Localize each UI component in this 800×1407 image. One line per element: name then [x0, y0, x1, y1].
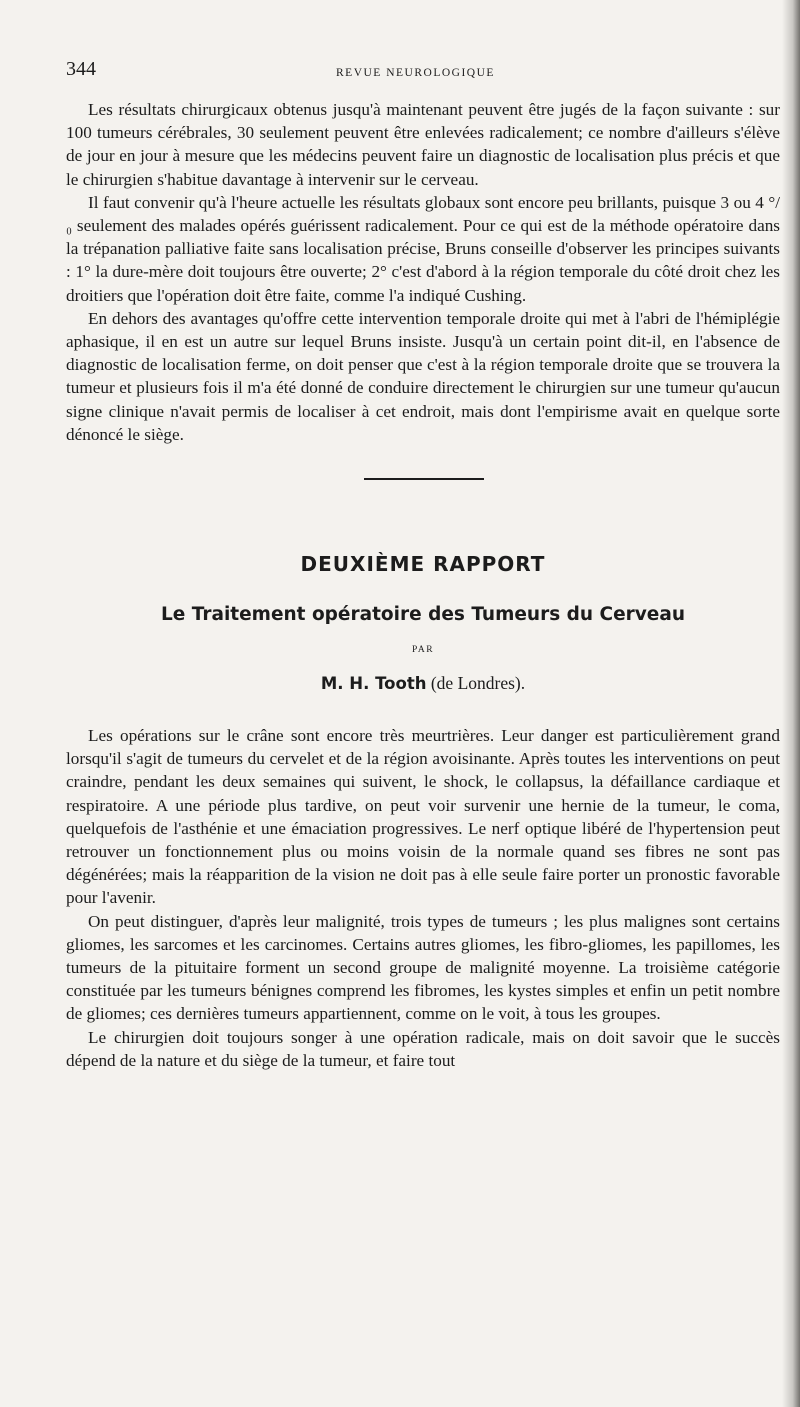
page-number: 344 [66, 58, 96, 80]
author-line [66, 673, 780, 694]
paragraph: On peut distinguer, d'après leur malignité, trois types de tumeurs ; les plus malignes sont certains gliomes, les sarcomes et les carcinomes. Certains autres gliomes, les fibro-gliomes, les papillomes, les tumeurs de la pituitaire forment un second groupe de malignité moyenne. La troisième catégorie constituée par les tumeurs bénignes comprend les fibromes, les kystes simples et enfin un petit nombre de gliomes; ces dernières tumeurs appartiennent, comme on le voit, à tous les groupes. [66, 911, 780, 1024]
scan-edge-shadow [782, 0, 800, 1407]
section-divider [364, 478, 484, 480]
section-2-text [66, 724, 780, 1072]
author-origin: (de Londres). [430, 673, 526, 694]
paragraph: Le chirurgien doit toujours songer à une opération radicale, mais on doit savoir que le succès dépend de la nature et du siège de la tumeur, et faire tout [66, 1027, 780, 1070]
report-heading: DEUXIÈME RAPPORT [300, 552, 546, 577]
paragraph: Il faut convenir qu'à l'heure actuelle les résultats globaux sont encore peu brillants, puisque 3 ou 4 °/₀ seulement des malades opérés guérissent radicalement. Pour ce qui est de la méthode opératoire dans la trépanation palliative faite sans localisation précise, Bruns conseille d'observer les principes suivants : 1° la dure-mère doit toujours être ouverte; 2° c'est d'abord à la région temporale du côté droit chez les droitiers que l'opération doit être faite, comme l'a indiqué Cushing. [66, 192, 780, 305]
by-line: PAR [411, 645, 435, 656]
section-1-text [66, 98, 780, 446]
running-header [66, 58, 780, 88]
paragraph: En dehors des avantages qu'offre cette intervention temporale droite qui met à l'abri de l'hémiplégie aphasique, il en est un autre sur lequel Bruns insiste. Jusqu'à un certain point dit-il, en l'absence de diagnostic de localisation ferme, on doit penser que c'est à la région temporale droite que se trouvera la tumeur et plusieurs fois il m'a été donné de conduire directement le chirurgien sur une tumeur qu'aucun signe clinique n'avait permis de localiser à cet endroit, mais dont l'empirisme avait en quelque sorte dénoncé le siège. [66, 308, 780, 444]
journal-title: REVUE NEUROLOGIQUE [336, 67, 495, 79]
author-name: M. H. Tooth [320, 674, 427, 694]
paragraph: Les opérations sur le crâne sont encore très meurtrières. Leur danger est particulièrement grand lorsqu'il s'agit de tumeurs du cervelet et de la région avoisinante. Après toutes les interventions on peut craindre, pendant les deux semaines qui suivent, le shock, le collapsus, la défaillance cardiaque et respiratoire. A une période plus tardive, on peut voir survenir une hernie de la tumeur, le coma, quelquefois de l'asthénie et une émaciation progressives. Le nerf optique libéré de l'hypertension peut retrouver un fonctionnement plus ou moins voisin de la normale quand ses fibres ne sont pas dégénérées; mais la réapparition de la vision ne doit pas à elle seule faire porter un pronostic favorable pour l'avenir. [66, 726, 780, 908]
paragraph: Les résultats chirurgicaux obtenus jusqu'à maintenant peuvent être jugés de la façon suivante : sur 100 tumeurs cérébrales, 30 seulement peuvent être enlevées radicalement; ce nombre d'ailleurs s'élève de jour en jour à mesure que les médecins peuvent faire un diagnostic de localisation plus précis et que le chirurgien s'habitue davantage à intervenir sur le cerveau. [66, 100, 780, 189]
document-page [66, 58, 780, 1072]
report-title: Le Traitement opératoire des Tumeurs du Cerveau [160, 604, 686, 626]
